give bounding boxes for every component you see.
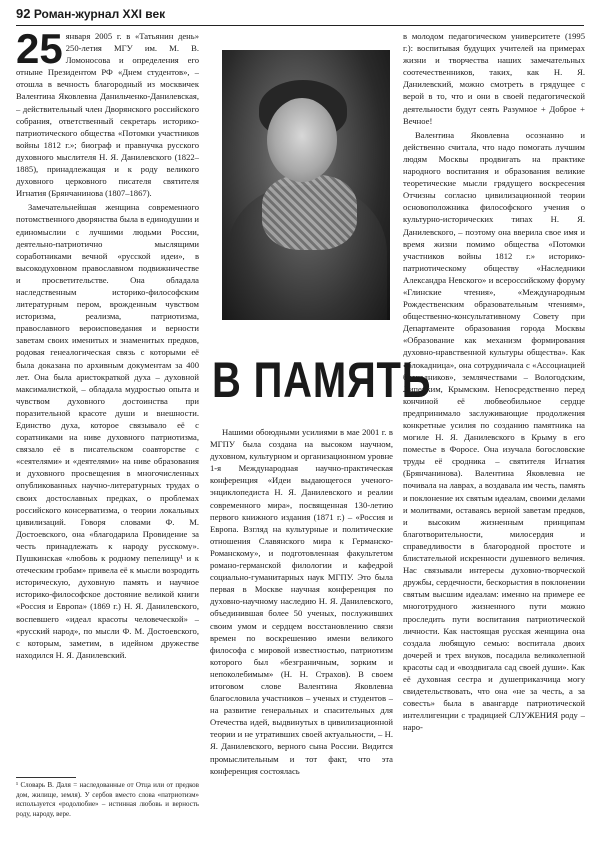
drop-cap: 25 [16,30,63,72]
article-column-3 [403,30,585,852]
footnote: ¹ Словарь В. Даля = наследованные от Отца или от предков дом, жилище, земля). У сербов вместо слова «патриотизм» используется «родолюбие» – истинная любовь и верность роду, народу, вере. [16,781,199,818]
portrait-photo [222,50,390,320]
headline: В ПАМЯТЬ [212,352,432,408]
article-column-2 [210,426,393,852]
article-paragraph: 25 января 2005 г. в «Татьянин день» 250-летия МГУ им. М. В. Ломоносова и определения его отныне Президентом РФ «Днем студентов», – отошла в вечность благородный из москвичек Валентина Яковлевна Данильченко-Данилевская, – действительный член Дворянского российского собрания, ответственный секретарь историко-патриотического общества «Потомки участников войны 1812 г.»; биограф и правнучка русского духовного мыслителя Н. Я. Данилевского (1822–1885), принадлежащая и к роду великого духовного церковного писателя святителя Игнатия (Брянчанинова (1807–1867). [16,30,199,199]
page-header [16,6,584,26]
magazine-name: Роман-журнал XXI век [33,7,166,21]
article-column-1 [16,30,199,770]
page-number: 92 [16,6,31,21]
article-paragraph: Замечательнейшая женщина современного потомственного дворянства была в единодушии и единомыслии с лучшими людьми России, деятельно-патриотично мыслящими соработниками вечной «русской идеи», в высокодуховном православном подвижничестве и просветительстве. Она обладала наследственным историко-философским литературным пером, врожденным чувством историзма, реализма, патриотизма, православного вероисповедания и верности заветам своих именитых и знаменитых предков, родовая генеалогическая связь с которыми её была доказана по архивным документам за 400 лет. Она была аристократкой духа – духовной максималисткой, – обладала мудростью опыта и чувством духовного достоинства при поразительной красоте души и внешности. Единство духа, которое связывало её с соратниками на ниве духовного патриотизма, связало её в писательском соавторстве с «сеятелями» и «деятелями» на ниве образования и духовного просвещения в многочисленных опубликованных научно-литературных трудах о своих достославных предках, о проблемах российского консерватизма, о теории локальных цивилизаций. Говоря словами Ф. М. Достоевского, она «благодарила Провидение за честь принадлежать к народу русскому». Пушкинская «любовь к родному пепелищу¹ и к отеческим гробам» привела её к мысли возродить историческую, духовную память и научное историко-философское достояние великой книги «Россия и Европа» (1869 г.) Н. Я. Данилевского, воспевшего «идеал красоты человеческой» – «русский народ», по мысли Ф. М. Достоевского, с которым, заметим, в идейном дружестве находился Н. Я. Данилевский. [16,202,199,660]
footnote-rule [16,777,76,778]
article-paragraph: Валентина Яковлевна осознанно и действенно считала, что надо помогать лучшим людям Москвы продвигать на практике народного воспитания и образования великие теоретические мысли грядущего воскресения Отчизны согласно цивилизационной теории основоположника философского учения о культурно-исторических типах Н. Я. Данилевского, – поэтому она вверила свое имя и время жизни помимо общества «Потомки участников войны 1812 г.» историко-патриотическому обществу «Наследники Александра Невского» и всероссийскому форуму «Глинские чтения», «Международным Рождественским образовательным чтениям», общественно-консультативному Совету при Департаменте образования города Москвы «Образование как механизм формирования духовно-нравственной культуры общества». Как «блокадница», она сотрудничала с «Ассоциацией блокадников», землячествами – Вологодским, Липецким, Крымским. Непосредственно перед кончиной её любвеобильное сердце предпринимало заслуживающие продолжения конкретные усилия по созданию памятника на могиле Н. Я. Данилевского в Крыму в его поместье в Форосе. Она изучала богословские труды её сродника – святителя Игнатия (Брянчанинова). Валентина Яковлевна не почивала на лаврах, а воздавала им честь, память и поклонение их святым идеалам, своими делами и молитвами, оставаясь верной заветам предков, и высоким жизненным принципам благотворительности, милосердия и справедливости в благородной простоте и блистательной искренности душевного величия. Нас связывали интересы духовно-творческой дружбы, сердечности, бескорыстия в поклонении святым высшим идеалам: именно на примере ее многотрудного жизненного пути можно проследить пути воспитания патриотической личности. Как настоящая русская женщина она создала любящую семью: воспитала двоих дочерей и трех внуков, посадила великолепной красоты сад и «воздвигала сад своей души». Как её духовная сестра и душеприказчица могу свидетельствовать, что она «не за честь, а за совесть» была в авангарде патриотической интеллигенции с традицией СЛУЖЕНИЯ роду – наро- [403,129,585,733]
article-paragraph: в молодом педагогическом университете (1995 г.): воспитывая будущих учителей на примерах жизни и творчества наших замечательных соотечественников, таких, как Н. Я. Данилевский, можно смотреть в грядущее с верой в то, что и они в своей педагогической деятельности будут сеять Разумное + Доброе + Вечное! [403,31,585,126]
article-paragraph: Нашими обоюдными усилиями в мае 2001 г. в МГПУ была создана на высоком научном, духовном, культурном и организационном уровне 1-я Международная научно-практическая конференция «Идеи выдающегося ученого-энциклопедиста Н. Я. Данилевского и реалии современного мира», посвященная 130-летию первого книжного издания (1871 г.) – «Россия и Европа. Взгляд на культурные и политические отношения Славянского мира к Германско-Романскому», и подготовленная факультетом романо-германской филологии и кафедрой социально-гуманитарных наук МГПУ. Это была первая в Москве научная конференция по духовно-научному наследию Н. Я. Данилевского, объединившая более 50 ученых, послуживших своим умом и сердцем восстановлению связи времен по воскрешению имени великого философа с мировой известностью, патриотизм которого был «безграничным, зорким и непоколебимым» (Н. Н. Страхов). В своем итоговом слове Валентина Яковлевна благословила участников – ученых и студентов – на развитие генеральных и спасительных для Отечества идей, выдвинутых в цивилизационной теории и не утративших своей актуальности, – Н. Я. Данилевского, верного сына России. Видится промыслительным и тот факт, что эта конференция состоялась [210,427,393,776]
